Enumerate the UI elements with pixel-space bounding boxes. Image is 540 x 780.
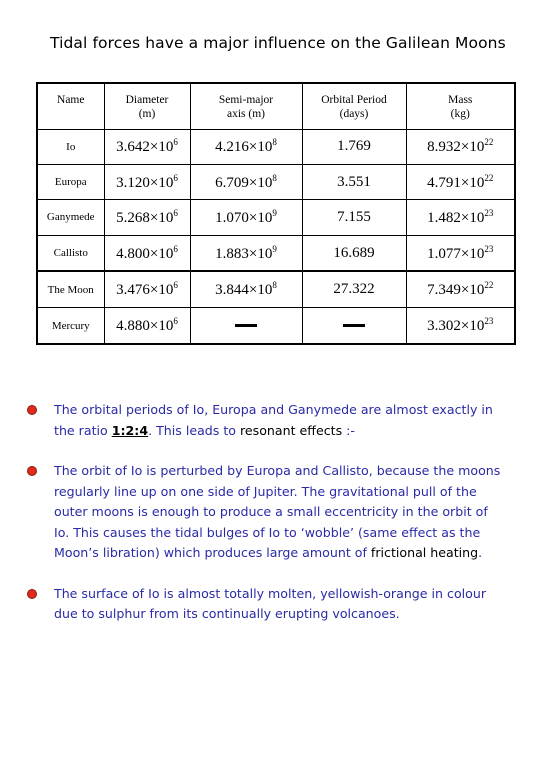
bullet-dot-icon	[27, 405, 37, 415]
row-period: 3.551	[302, 164, 406, 199]
ratio-text: 1:2:4	[111, 422, 149, 438]
row-name: Europa	[37, 164, 104, 199]
row-diameter: $4.880\times 10^6$	[104, 308, 190, 344]
table-row	[37, 271, 515, 307]
table-row	[37, 200, 515, 235]
row-name: Callisto	[37, 235, 104, 271]
row-name: The Moon	[37, 271, 104, 307]
row-period: 16.689	[302, 235, 406, 271]
bullet-dot-icon	[27, 466, 37, 476]
row-mass: $7.349\times 10^{22}$	[406, 271, 515, 307]
row-axis-empty	[190, 308, 302, 344]
header-mass: Mass (kg)	[406, 83, 515, 129]
table-row	[37, 129, 515, 164]
row-mass: $4.791\times 10^{22}$	[406, 164, 515, 199]
bullet-io-surface: The surface of Io is almost totally molten, yellowish-orange in colour due to sulphur from its continually erupting volcanoes.	[26, 584, 506, 625]
row-period: 1.769	[302, 129, 406, 164]
row-diameter: $3.476\times 10^6$	[104, 271, 190, 307]
row-mass: $3.302\times 10^{23}$	[406, 308, 515, 344]
row-period: 7.155	[302, 200, 406, 235]
row-mass: $8.932\times 10^{22}$	[406, 129, 515, 164]
row-diameter: $3.120\times 10^6$	[104, 164, 190, 199]
row-axis: $6.709\times 10^8$	[190, 164, 302, 199]
row-period: 27.322	[302, 271, 406, 307]
bullet-io-orbit: The orbit of Io is perturbed by Europa and Callisto, because the moons regularly line up on one side of Jupiter. The gravitational pull of the outer moons is enough to produce a small eccentricity in the orbit of Io. This causes the tidal bulges of Io to ‘wobble’ (same effect as the Moon’s libration) which produces large amount of frictional heating.	[26, 461, 506, 564]
bullet-list	[26, 400, 506, 645]
bullet-dot-icon	[27, 589, 37, 599]
row-axis: $3.844\times 10^8$	[190, 271, 302, 307]
row-diameter: $4.800\times 10^6$	[104, 235, 190, 271]
row-diameter: $3.642\times 10^6$	[104, 129, 190, 164]
row-period-empty	[302, 308, 406, 344]
row-axis: $1.070\times 10^9$	[190, 200, 302, 235]
dash-mark	[343, 324, 365, 327]
row-mass: $1.077\times 10^{23}$	[406, 235, 515, 271]
table-row	[37, 308, 515, 344]
table-row	[37, 164, 515, 199]
row-name: Mercury	[37, 308, 104, 344]
dash-mark	[235, 324, 257, 327]
row-axis: $4.216\times 10^8$	[190, 129, 302, 164]
table-row	[37, 235, 515, 271]
table-header-row	[37, 83, 515, 129]
header-period: Orbital Period (days)	[302, 83, 406, 129]
header-name: Name	[37, 83, 104, 129]
row-name: Io	[37, 129, 104, 164]
page-title: Tidal forces have a major influence on the Galilean Moons	[50, 34, 506, 52]
row-name: Ganymede	[37, 200, 104, 235]
row-mass: $1.482\times 10^{23}$	[406, 200, 515, 235]
header-diameter: Diameter (m)	[104, 83, 190, 129]
row-diameter: $5.268\times 10^6$	[104, 200, 190, 235]
row-axis: $1.883\times 10^9$	[190, 235, 302, 271]
bullet-orbital-periods: The orbital periods of Io, Europa and Ganymede are almost exactly in the ratio 1:2:4. This leads to resonant effects :-	[26, 400, 506, 441]
moons-table	[36, 82, 516, 345]
header-semimajor: Semi-major axis (m)	[190, 83, 302, 129]
